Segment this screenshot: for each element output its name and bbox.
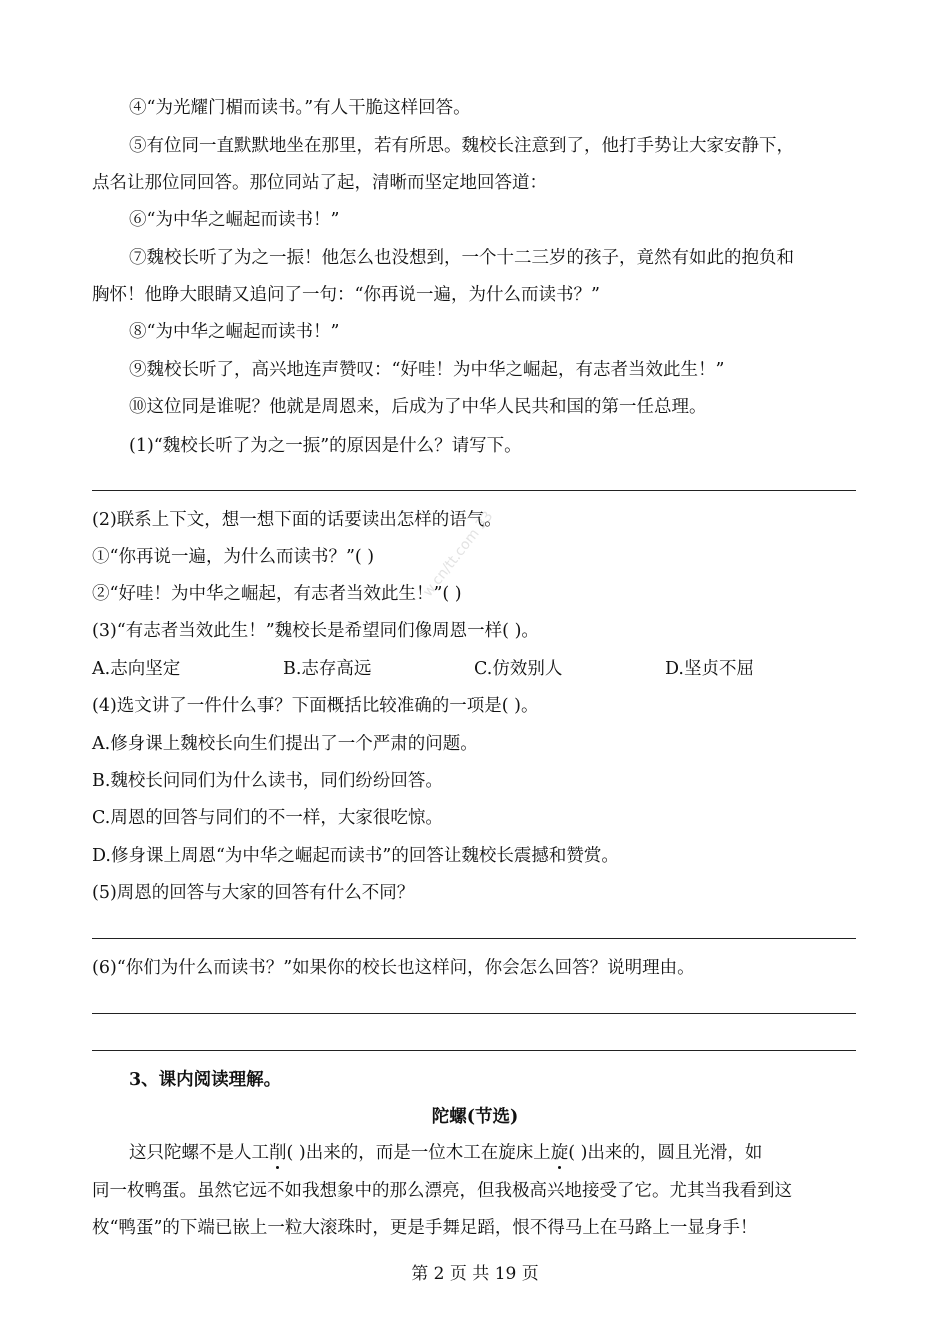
q4-option-b[interactable]: B.魏校长问同们为什么读书，同们纷纷回答。 [92,771,443,791]
question-3: (3)“有志者当效此生！”魏校长是希望同们像周恩一样( )。 [92,621,539,641]
dotted-char-xiao: 削 [269,1143,287,1163]
question-2-item-b: ②“好哇！为中华之崛起，有志者当效此生！”( ) [92,584,462,604]
passage-paragraph-5-line-2: 点名让那位同回答。那位同站了起，清晰而坚定地回答道： [92,173,547,193]
passage-paragraph-5-line-1: ⑤有位同一直默默地坐在那里，若有所思。魏校长注意到了，他打手势让大家安静下， [129,136,794,156]
passage-paragraph-10: ⑩这位同是谁呢？他就是周恩来，后成为了中华人民共和国的第一任总理。 [129,397,707,417]
section-3-line-1-part-c: ( )出来的，圆且光滑，如 [568,1143,763,1163]
q4-option-d[interactable]: D.修身课上周恩“为中华之崛起而读书”的回答让魏校长震撼和赞赏。 [92,846,619,866]
passage-paragraph-9: ⑨魏校长听了，高兴地连声赞叹：“好哇！为中华之崛起，有志者当效此生！” [129,360,725,380]
question-2: (2)联系上下文，想一想下面的话要读出怎样的语气。 [92,510,502,530]
page-footer: 第 2 页 共 19 页 [411,1264,539,1284]
q3-option-b[interactable]: B.志存高远 [283,659,372,679]
question-5: (5)周恩的回答与大家的回答有什么不同？ [92,883,415,903]
section-3-line-2: 同一枚鸭蛋。虽然它远不如我想象中的那么漂亮，但我极高兴地接受了它。尤其当我看到这 [92,1181,792,1201]
answer-line-q6-2[interactable] [92,1050,856,1051]
section-3-heading: 3、课内阅读理解。 [129,1070,282,1090]
question-1: (1)“魏校长听了为之一振”的原因是什么？请写下。 [129,436,522,456]
watermark: w.cn/tt.com 33 [420,508,497,600]
q3-option-a[interactable]: A.志向坚定 [92,659,181,679]
answer-line-q6-1[interactable] [92,1013,856,1014]
section-3-line-1-part-b: ( )出来的，而是一位木工在旋床上 [286,1143,551,1163]
dotted-char-xuan: 旋 [550,1143,569,1163]
q4-option-c[interactable]: C.周恩的回答与同们的不一样，大家很吃惊。 [92,808,443,828]
question-2-item-a: ①“你再说一遍，为什么而读书？”( ) [92,547,375,567]
question-4: (4)选文讲了一件什么事？下面概括比较准确的一项是( )。 [92,696,539,716]
section-3-title: 陀螺(节选) [431,1107,519,1127]
passage-paragraph-7-line-2: 胸怀！他睁大眼睛又追问了一句：“你再说一遍，为什么而读书？” [92,285,600,305]
passage-paragraph-7-line-1: ⑦魏校长听了为之一振！他怎么也没想到，一个十二三岁的孩子，竟然有如此的抱负和 [129,248,794,268]
section-3-line-1-part-a: 这只陀螺不是人工 [129,1143,269,1163]
question-6: (6)“你们为什么而读书？”如果你的校长也这样问，你会怎么回答？说明理由。 [92,958,695,978]
answer-line-q5[interactable] [92,938,856,939]
section-3-line-1 [129,1141,762,1165]
answer-line-q1[interactable] [92,490,856,491]
q4-option-a[interactable]: A.修身课上魏校长向生们提出了一个严肃的问题。 [92,734,478,754]
q3-option-c[interactable]: C.仿效别人 [474,659,563,679]
q3-option-d[interactable]: D.坚贞不屈 [665,659,754,679]
passage-paragraph-8: ⑧“为中华之崛起而读书！” [129,322,340,342]
passage-paragraph-4: ④“为光耀门楣而读书。”有人干脆这样回答。 [129,98,471,118]
section-3-line-3: 枚“鸭蛋”的下端已嵌上一粒大滚珠时，更是手舞足蹈，恨不得马上在马路上一显身手！ [92,1218,758,1238]
passage-paragraph-6: ⑥“为中华之崛起而读书！” [129,210,340,230]
